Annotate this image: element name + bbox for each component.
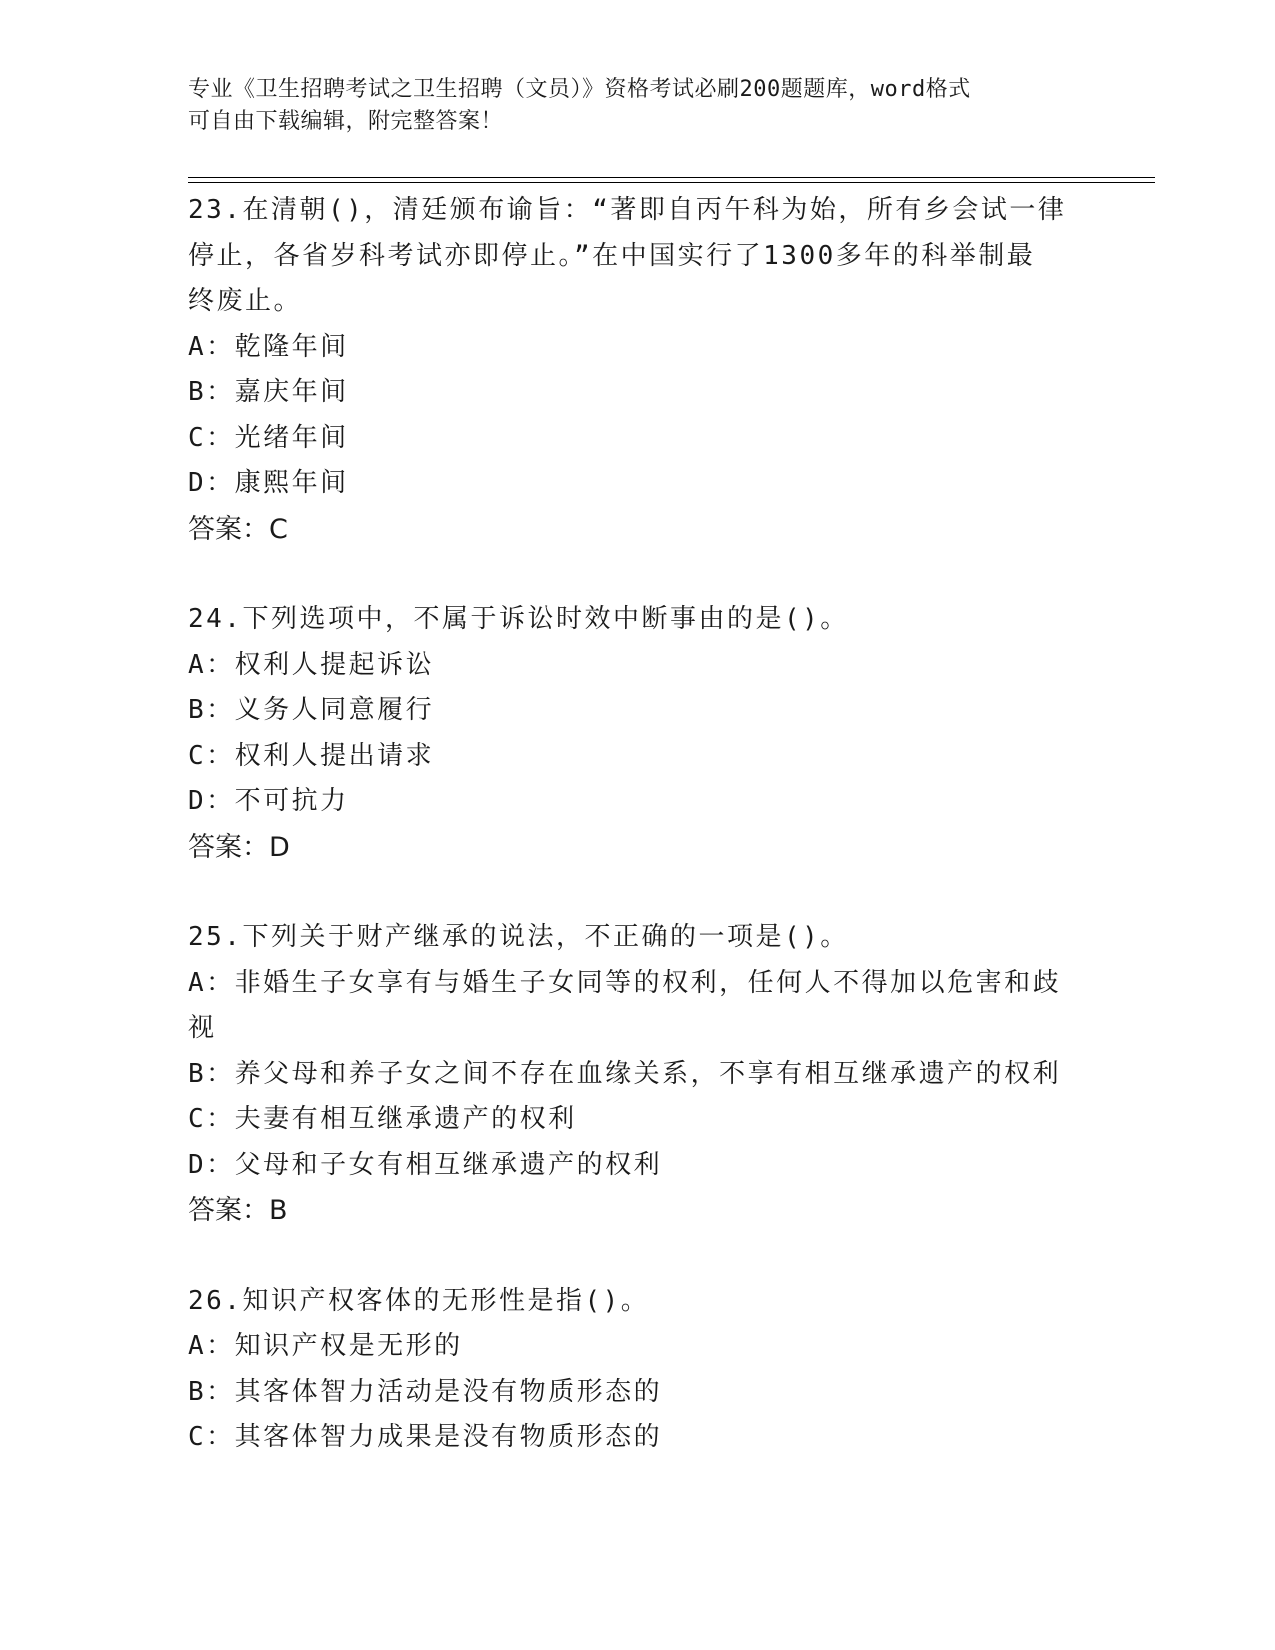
- question-stem-line: 停止，各省岁科考试亦即停止。”在中国实行了1300多年的科举制最: [188, 240, 1036, 271]
- answer-line: 答案：C: [188, 513, 288, 545]
- question-stem-line: 终废止。: [188, 286, 303, 316]
- question-26: [188, 1279, 1088, 1461]
- header-line-1: 专业《卫生招聘考试之卫生招聘（文员）》资格考试必刷200题题库，word格式: [188, 77, 971, 102]
- option-c: C：夫妻有相互继承遗产的权利: [188, 1104, 577, 1134]
- option-d: D：康熙年间: [188, 468, 349, 498]
- option-d: D：父母和子女有相互继承遗产的权利: [188, 1149, 663, 1180]
- question-stem-line: 25.下列关于财产继承的说法，不正确的一项是()。: [188, 922, 849, 952]
- question-stem-line: 24.下列选项中，不属于诉讼时效中断事由的是()。: [188, 604, 849, 634]
- answer-line: 答案：D: [188, 831, 290, 863]
- option-b: B：养父母和养子女之间不存在血缘关系，不享有相互继承遗产的权利: [188, 1058, 1062, 1089]
- document-header: [188, 74, 1088, 138]
- header-divider-bottom: [188, 182, 1155, 183]
- header-line-2: 可自由下载编辑，附完整答案！: [188, 109, 504, 134]
- option-a: A：权利人提起诉讼: [188, 649, 435, 680]
- option-c: C：其客体智力成果是没有物质形态的: [188, 1422, 663, 1452]
- option-a: A：非婚生子女享有与婚生子女同等的权利，任何人不得加以危害和歧: [188, 967, 1062, 998]
- option-b: B：义务人同意履行: [188, 695, 435, 725]
- answer-line: 答案：B: [188, 1195, 288, 1226]
- question-23: [188, 188, 1088, 552]
- option-c: C：光绪年间: [188, 422, 349, 453]
- question-25: [188, 915, 1088, 1234]
- option-a: A：知识产权是无形的: [188, 1331, 463, 1361]
- header-divider-top: [188, 177, 1155, 178]
- option-d: D：不可抗力: [188, 786, 349, 816]
- option-c: C：权利人提出请求: [188, 740, 435, 771]
- question-24: [188, 597, 1088, 870]
- option-a-continued: 视: [188, 1013, 217, 1043]
- question-list: [188, 188, 1088, 1506]
- question-stem-line: 26.知识产权客体的无形性是指()。: [188, 1285, 650, 1316]
- question-stem-line: 23.在清朝()，清廷颁布谕旨：“著即自丙午科为始，所有乡会试一律: [188, 195, 1067, 225]
- option-b: B：其客体智力活动是没有物质形态的: [188, 1376, 663, 1407]
- option-b: B：嘉庆年间: [188, 377, 349, 407]
- option-a: A：乾隆年间: [188, 331, 349, 362]
